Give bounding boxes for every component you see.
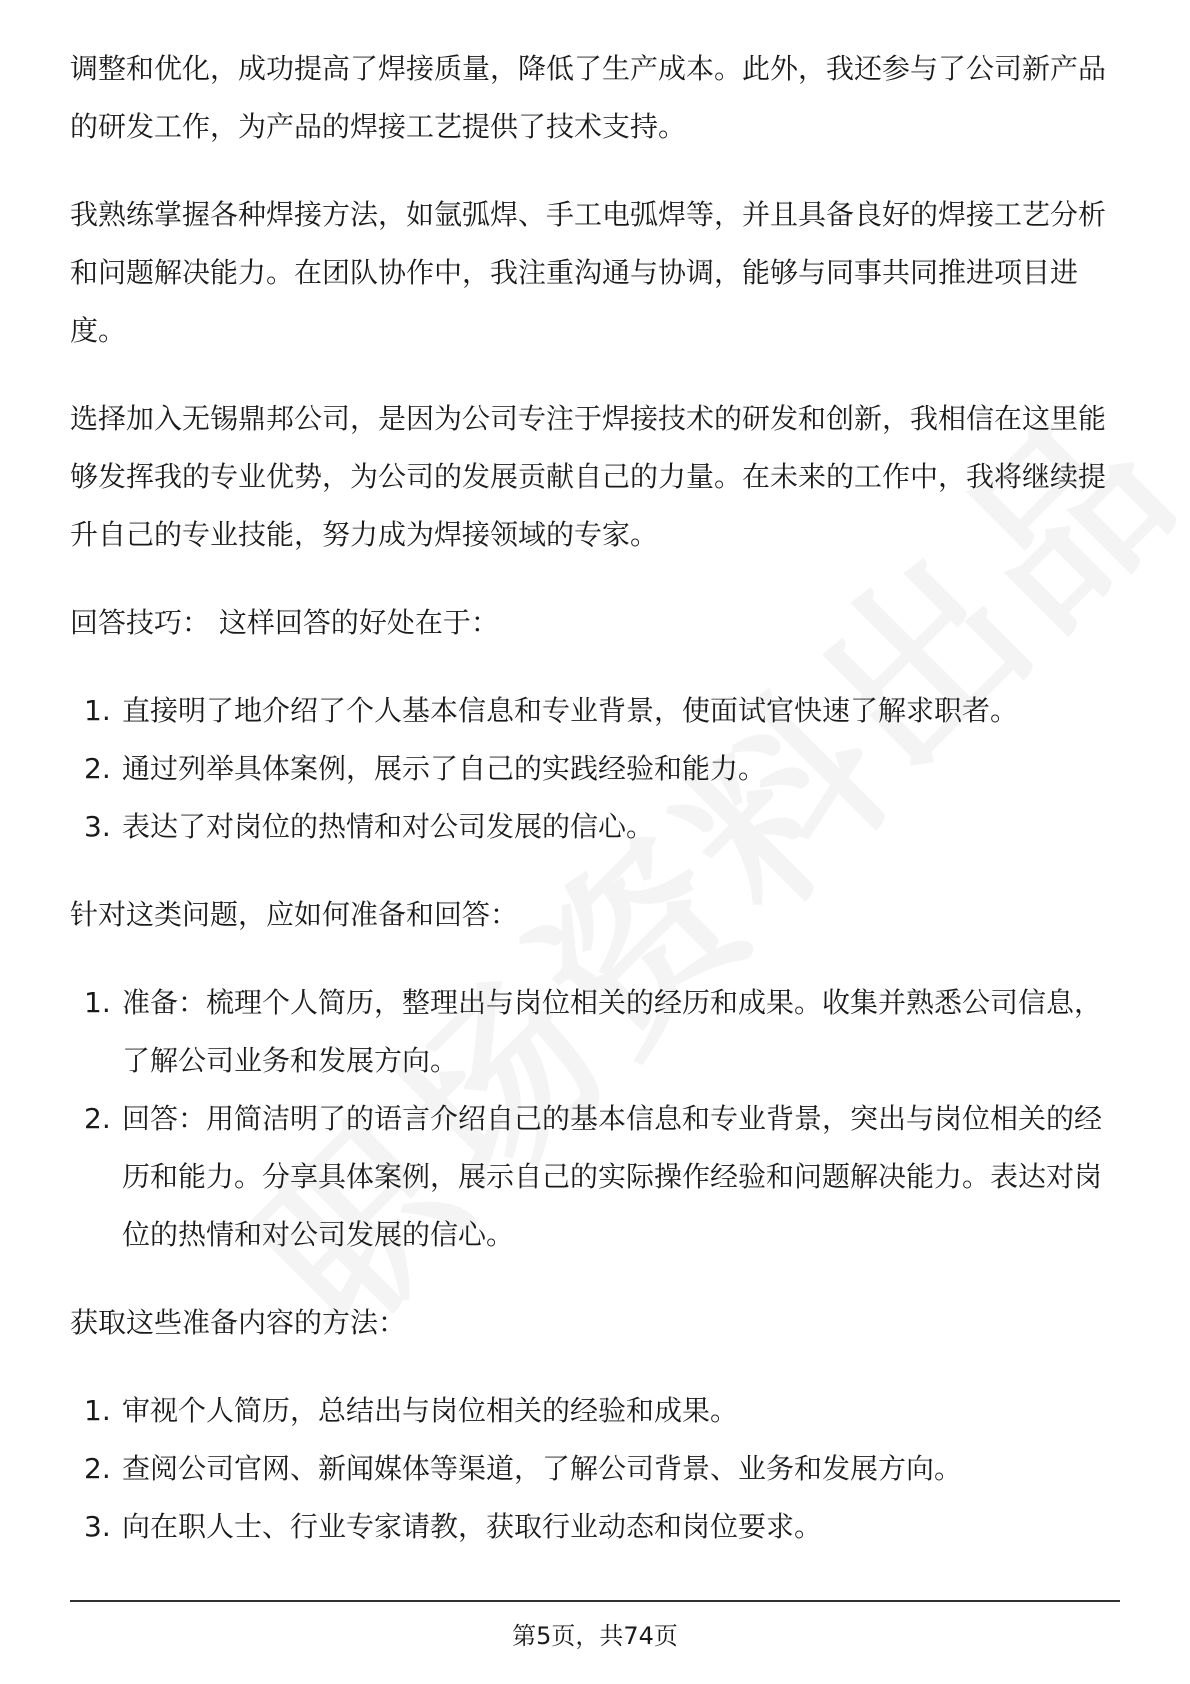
list-item [70,1440,1120,1498]
list-text: 回答：用简洁明了的语言介绍自己的基本信息和专业背景，突出与岗位相关的经历和能力。分享具体案例，展示自己的实际操作经验和问题解决能力。表达对岗位的热情和对公司发展的信心。 [122,1102,1103,1251]
list-item [70,1090,1120,1264]
tips-list [70,682,1120,856]
tips-heading: 回答技巧： 这样回答的好处在于： [70,606,499,639]
list-number: 3. [84,810,111,843]
list-item [70,740,1120,798]
methods-list [70,1382,1120,1556]
list-number: 2. [84,1452,111,1485]
methods-heading: 获取这些准备内容的方法： [70,1306,407,1339]
prep-list [70,974,1120,1264]
list-text: 通过列举具体案例，展示了自己的实践经验和能力。 [122,752,767,785]
list-text: 直接明了地介绍了个人基本信息和专业背景，使面试官快速了解求职者。 [122,694,1019,727]
paragraph-1: 调整和优化，成功提高了焊接质量，降低了生产成本。此外，我还参与了公司新产品的研发工作，为产品的焊接工艺提供了技术支持。 [70,52,1107,143]
list-number: 3. [84,1510,111,1543]
list-item [70,798,1120,856]
list-number: 2. [84,752,111,785]
list-item [70,682,1120,740]
list-text: 准备：梳理个人简历，整理出与岗位相关的经历和成果。收集并熟悉公司信息，了解公司业务和发展方向。 [122,986,1103,1077]
list-text: 向在职人士、行业专家请教，获取行业动态和岗位要求。 [122,1510,823,1543]
list-number: 1. [84,694,111,727]
list-item [70,974,1120,1090]
page-number: 第5页，共74页 [512,1622,678,1650]
list-item [70,1498,1120,1556]
document-body [70,40,1120,1586]
list-number: 1. [84,1394,111,1427]
list-text: 审视个人简历，总结出与岗位相关的经验和成果。 [122,1394,739,1427]
list-number: 1. [84,986,111,1019]
paragraph-3: 选择加入无锡鼎邦公司，是因为公司专注于焊接技术的研发和创新，我相信在这里能够发挥我的专业优势，为公司的发展贡献自己的力量。在未来的工作中，我将继续提升自己的专业技能，努力成为焊接领域的专家。 [70,402,1107,551]
list-item [70,1382,1120,1440]
list-text: 表达了对岗位的热情和对公司发展的信心。 [122,810,655,843]
list-number: 2. [84,1102,111,1135]
footer-divider [70,1600,1120,1602]
paragraph-2: 我熟练掌握各种焊接方法，如氩弧焊、手工电弧焊等，并且具备良好的焊接工艺分析和问题解决能力。在团队协作中，我注重沟通与协调，能够与同事共同推进项目进度。 [70,198,1107,347]
list-text: 查阅公司官网、新闻媒体等渠道，了解公司背景、业务和发展方向。 [122,1452,963,1485]
prep-heading: 针对这类问题，应如何准备和回答： [70,898,519,931]
